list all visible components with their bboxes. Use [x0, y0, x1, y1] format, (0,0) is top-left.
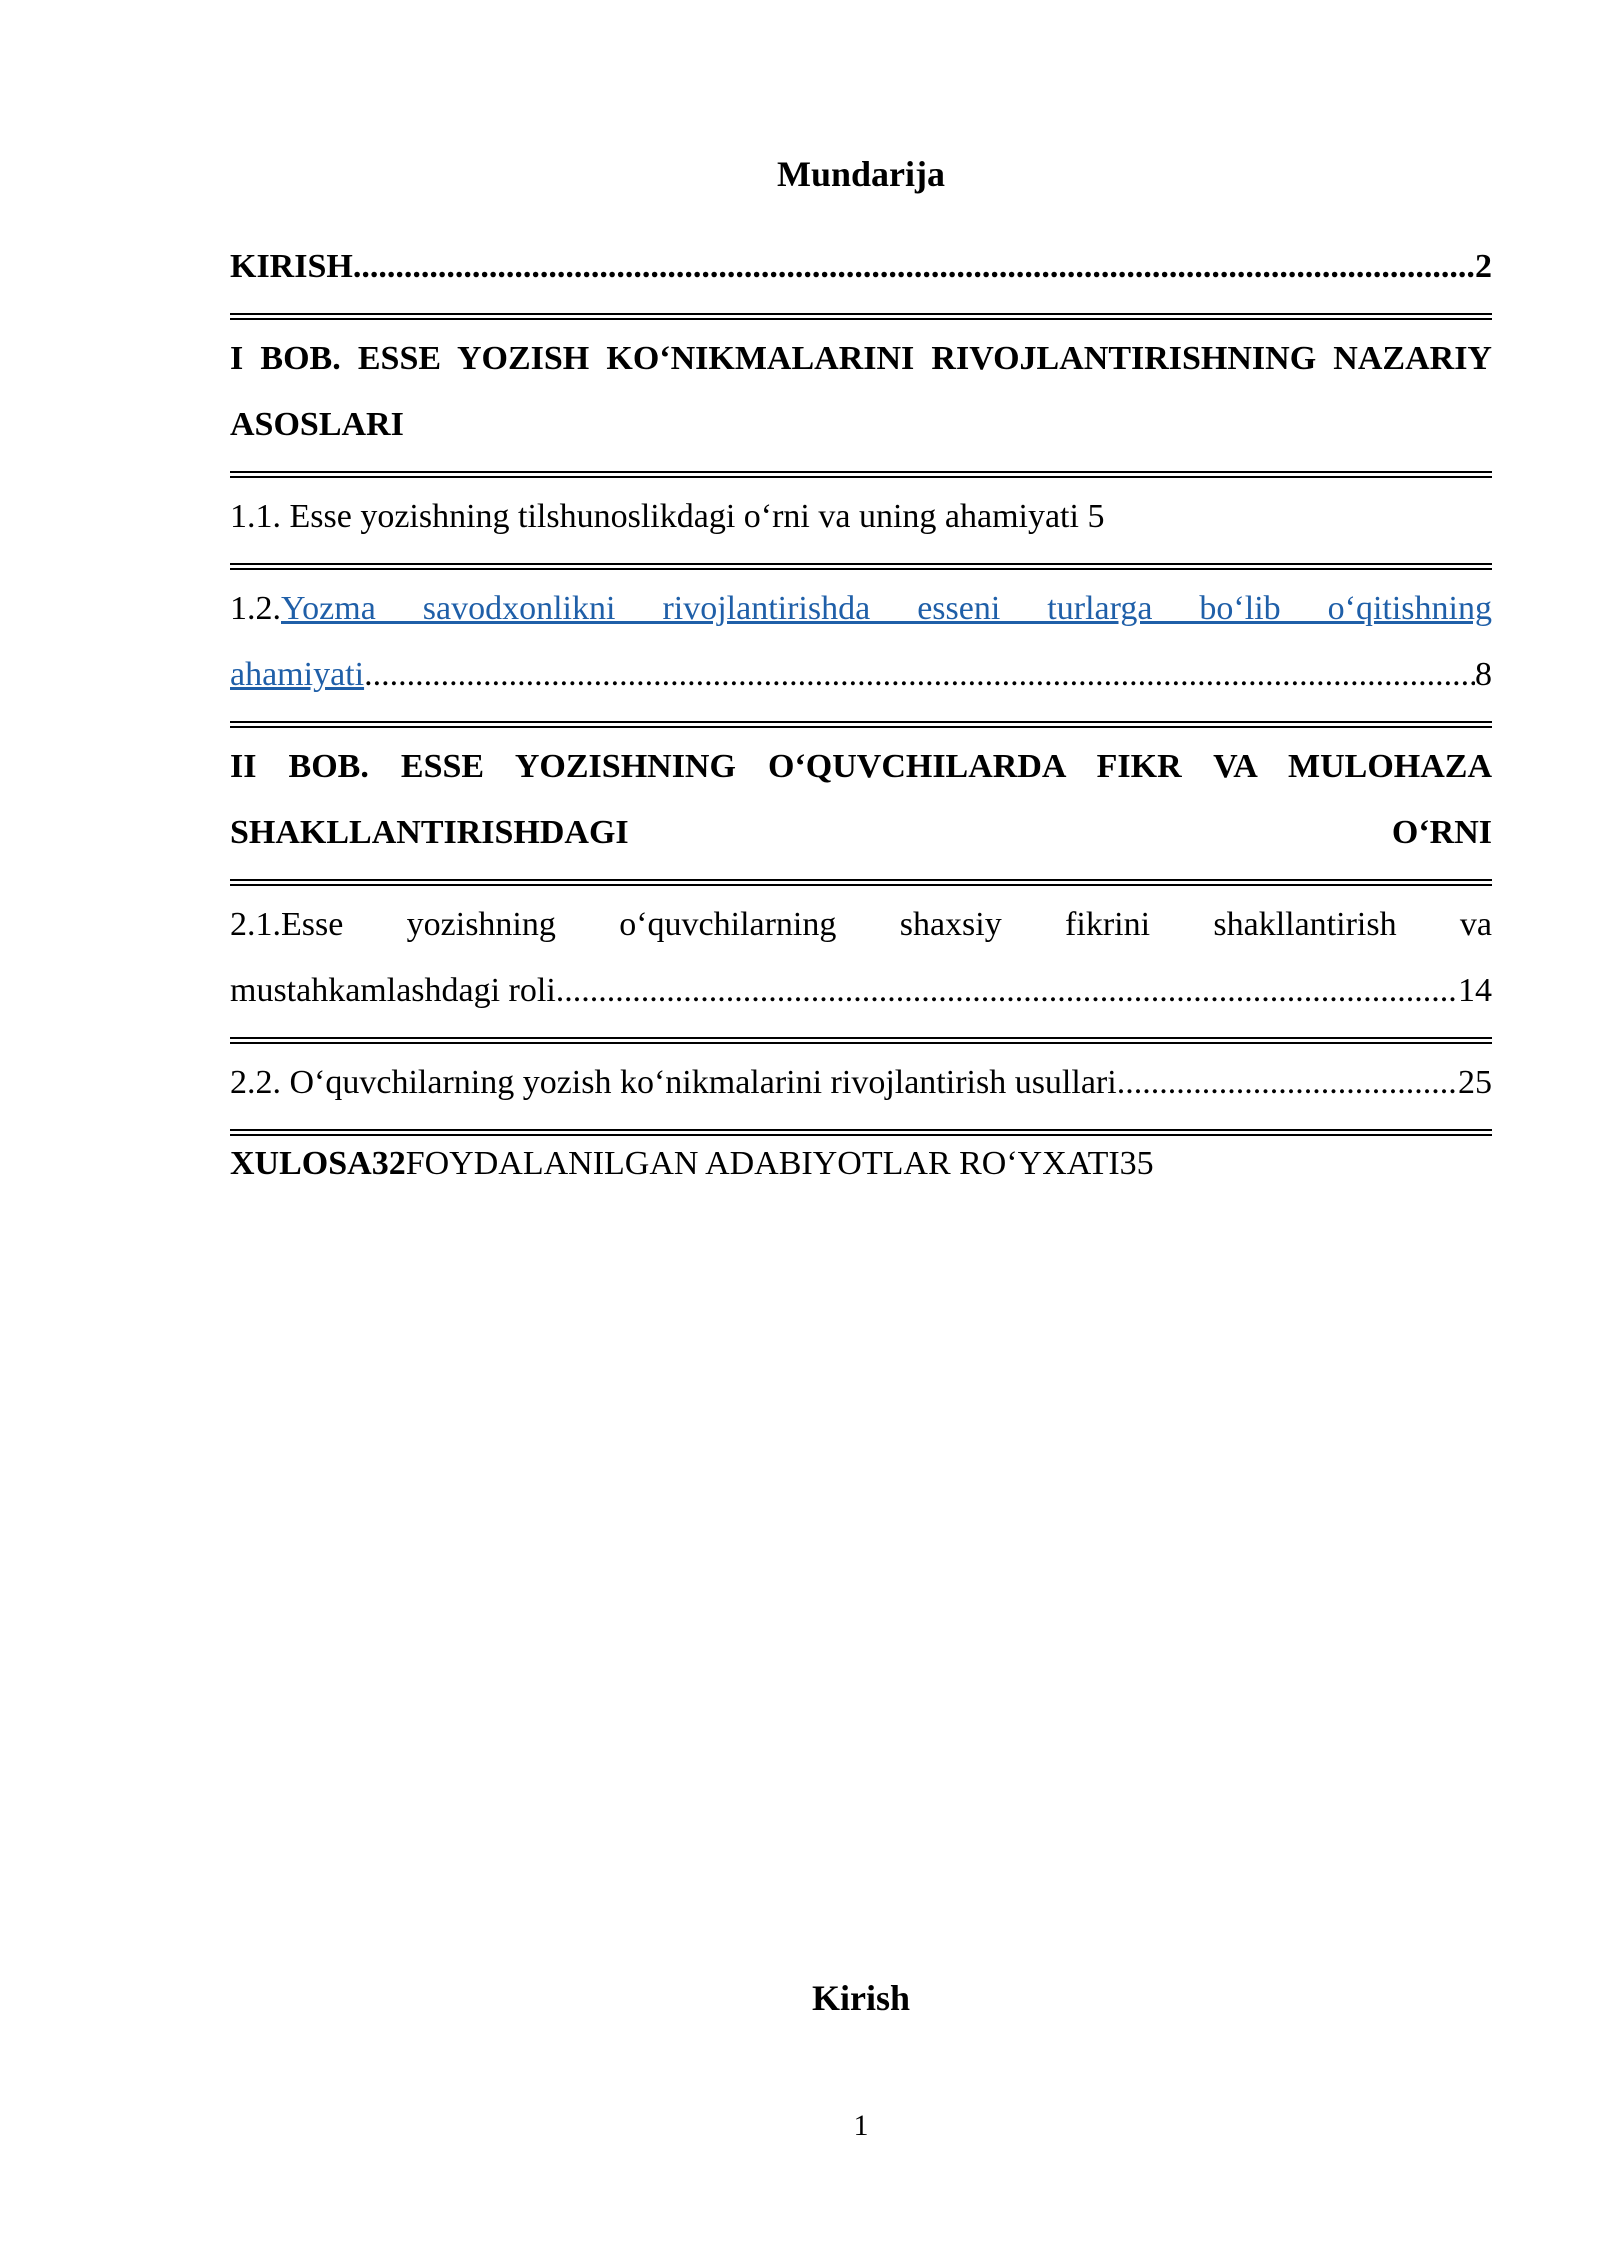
- toc-entry-1-2-line-2: [230, 642, 1492, 708]
- toc-entry-1-1[interactable]: 1.1. Esse yozishning tilshunoslikdagi o‘rni va uning ahamiyati 5: [230, 498, 1105, 535]
- toc-link-1-2-continued[interactable]: ahamiyati: [230, 656, 365, 693]
- toc-entry-chapter-2[interactable]: II BOB. ESSE YOZISHNING O‘QUVCHILARDA FIKR VA MULOHAZA SHAKLLANTIRISHDAGI O‘RNI: [230, 748, 1492, 851]
- toc-page-number: 14: [1458, 972, 1492, 1009]
- toc-title: Mundarija: [776, 154, 945, 194]
- toc-entry-1-2-line-1: [230, 576, 1492, 642]
- table-of-contents: [230, 234, 1492, 1186]
- toc-page-number: 25: [1458, 1064, 1492, 1101]
- double-rule: [230, 313, 1492, 320]
- toc-entry-2-1-line-1[interactable]: 2.1.Esse yozishning o‘quvchilarning shaxsiy fikrini shakllantirish va: [230, 906, 1492, 943]
- toc-entry-chapter-1[interactable]: I BOB. ESSE YOZISH KO‘NIKMALARINI RIVOJLANTIRISHNING NAZARIY ASOSLARI: [230, 340, 1492, 443]
- dot-leader: [353, 234, 1475, 300]
- dot-leader: [1117, 1050, 1458, 1116]
- toc-page-number: 8: [1475, 656, 1492, 693]
- toc-entry-label: 2.2. O‘quvchilarning yozish ko‘nikmalarini rivojlantirish usullari: [230, 1064, 1117, 1101]
- toc-entry-kirish[interactable]: [230, 234, 1492, 300]
- double-rule: [230, 1037, 1492, 1044]
- dot-leader: [364, 642, 1475, 708]
- dot-leader: [556, 958, 1458, 1024]
- section-heading-kirish: Kirish: [811, 1978, 910, 2018]
- toc-page-number: 2: [1475, 248, 1492, 285]
- toc-entry-2-2[interactable]: [230, 1050, 1492, 1116]
- toc-entry-prefix: 1.2.: [230, 590, 281, 627]
- toc-entry-adabiyotlar: FOYDALANILGAN ADABIYOTLAR RO‘YXATI35: [405, 1145, 1154, 1182]
- toc-link-1-2[interactable]: Yozma savodxonlikni rivojlantirishda esseni turlarga bo‘lib o‘qitishning: [281, 590, 1492, 627]
- double-rule: [230, 471, 1492, 478]
- toc-entry-xulosa: XULOSA32: [230, 1145, 406, 1182]
- double-rule: [230, 721, 1492, 728]
- toc-entry-label: KIRISH: [230, 248, 353, 285]
- toc-entry-label: mustahkamlashdagi roli: [230, 972, 556, 1009]
- page-number: 1: [853, 2109, 869, 2142]
- double-rule: [230, 563, 1492, 570]
- double-rule: [230, 1129, 1492, 1136]
- double-rule: [230, 879, 1492, 886]
- toc-entry-2-1-line-2[interactable]: [230, 958, 1492, 1024]
- toc-entry-final[interactable]: [230, 1142, 1492, 1186]
